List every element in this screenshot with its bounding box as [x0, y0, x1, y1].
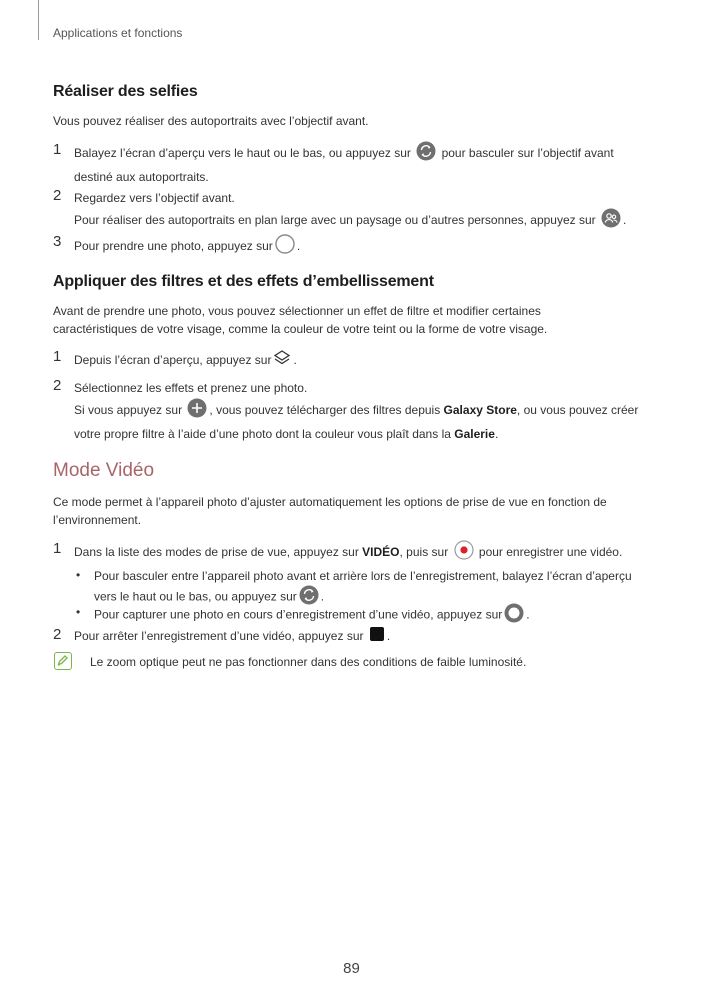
record-icon — [454, 540, 474, 566]
section-title-filters: Appliquer des filtres et des effets d’embellissement — [53, 273, 434, 290]
galaxy-store-term: Galaxy Store — [443, 403, 517, 418]
step-number: 1 — [53, 540, 62, 557]
selfies-step-2: Regardez vers l’objectif avant. Pour réaliser des autoportraits en plan large avec un paysage ou d’autres personnes, appuyez sur . — [74, 188, 654, 234]
step-number: 2 — [53, 626, 62, 643]
video-step-1: Dans la liste des modes de prise de vue, appuyez sur VIDÉO, puis sur pour enregistrer une vidéo. — [74, 540, 654, 566]
video-mode-term: VIDÉO — [362, 545, 400, 560]
gallery-term: Galerie — [454, 427, 495, 441]
selfies-intro: Vous pouvez réaliser des autoportraits avec l’objectif avant. — [53, 114, 369, 128]
video-step-2: Pour arrêter l’enregistrement d’une vidéo, appuyez sur . — [74, 626, 654, 648]
filters-step-2: Sélectionnez les effets et prenez une photo. Si vous appuyez sur , vous pouvez télécharger des filtres depuis Galaxy Store, ou vous pouvez créer votre propre filtre à l’aide d’une photo dont la couleur vous plaît dans la Galerie. — [74, 381, 639, 441]
section-title-video: Mode Vidéo — [53, 460, 155, 481]
step-number: 2 — [53, 377, 62, 394]
video-bullet-2: Pour capturer une photo en cours d’enregistrement d’une vidéo, appuyez sur . — [94, 603, 664, 628]
bullet-marker: • — [76, 605, 81, 619]
wide-selfie-icon — [601, 208, 621, 234]
step-number: 3 — [53, 233, 62, 250]
stop-icon — [369, 626, 385, 648]
page-number: 89 — [343, 960, 360, 977]
running-header: Applications et fonctions — [53, 26, 183, 40]
capture-icon — [504, 603, 524, 628]
add-icon — [187, 398, 207, 424]
bullet-marker: • — [76, 568, 81, 582]
filters-icon — [273, 349, 291, 373]
step-number: 1 — [53, 141, 62, 158]
selfies-step-1: Balayez l’écran d’aperçu vers le haut ou le bas, ou appuyez sur pour basculer sur l’objectif avant destiné aux autoportraits. — [74, 141, 654, 187]
step-number: 2 — [53, 187, 62, 204]
shutter-icon — [275, 234, 295, 260]
filters-step-1: Depuis l’écran d’aperçu, appuyez sur . — [74, 349, 654, 373]
step-number: 1 — [53, 348, 62, 365]
video-intro: Ce mode permet à l’appareil photo d’ajuster automatiquement les options de prise de vue en fonction de l’environnement. — [53, 495, 607, 527]
switch-camera-icon — [416, 141, 436, 167]
selfies-step-3: Pour prendre une photo, appuyez sur . — [74, 234, 654, 260]
video-bullet-1: Pour basculer entre l’appareil photo avant et arrière lors de l’enregistrement, balayez l’écran d’aperçu vers le haut ou le bas, ou appuyez sur . — [94, 567, 664, 610]
section-title-selfies: Réaliser des selfies — [53, 83, 198, 100]
note-icon — [54, 652, 72, 670]
note-text: Le zoom optique peut ne pas fonctionner dans des conditions de faible luminosité. — [90, 655, 527, 669]
header-divider — [38, 0, 39, 40]
filters-intro: Avant de prendre une photo, vous pouvez sélectionner un effet de filtre et modifier certaines caractéristiques de votre visage, comme la couleur de votre teint ou la forme de votre visage. — [53, 304, 548, 336]
